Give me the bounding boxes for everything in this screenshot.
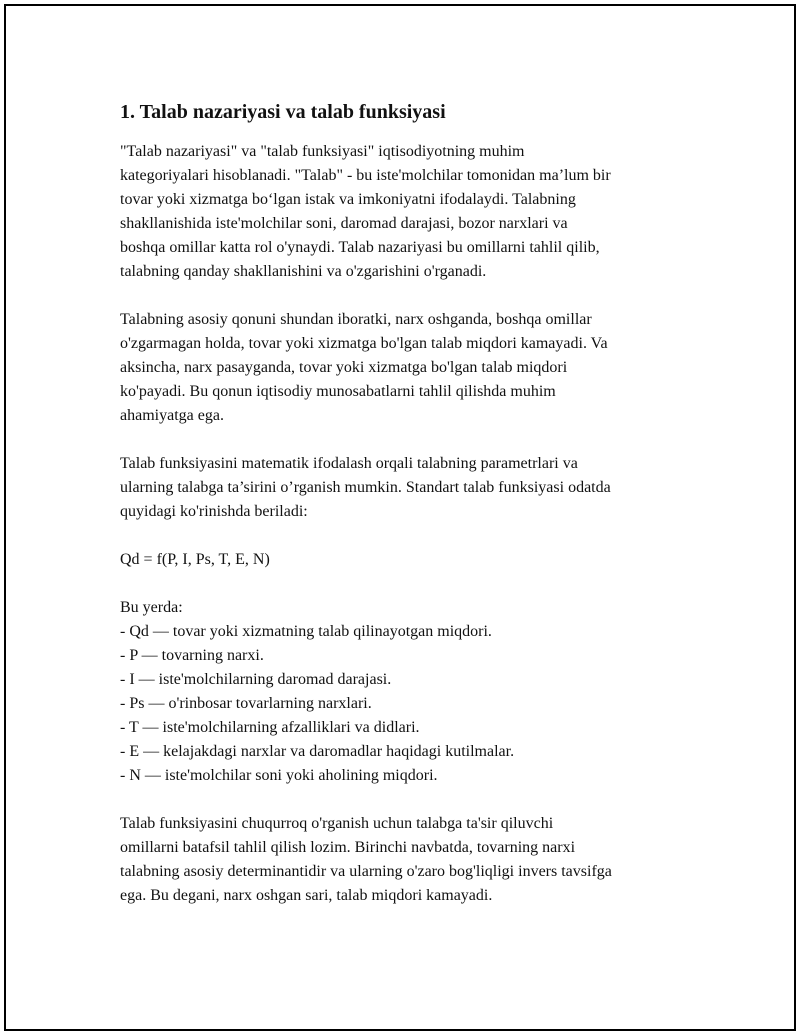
text-line: ko'payadi. Bu qonun iqtisodiy munosabatlarni tahlil qilishda muhim — [120, 383, 556, 400]
definition-item: - E — kelajakdagi narxlar va daromadlar haqidagi kutilmalar. — [120, 743, 515, 760]
text-line: o'zgarmagan holda, tovar yoki xizmatga bo'lgan talab miqdori kamayadi. Va — [120, 335, 608, 352]
text-line: talabning asosiy determinantidir va ularning o'zaro bog'liqligi invers tavsifga — [120, 863, 612, 880]
text-line: ahamiyatga ega. — [120, 407, 224, 424]
definition-intro: Bu yerda: — [120, 599, 183, 616]
text-line: quyidagi ko'rinishda beriladi: — [120, 503, 308, 520]
text-line: shakllanishida iste'molchilar soni, daromad darajasi, bozor narxlari va — [120, 215, 568, 232]
text-line: Talabning asosiy qonuni shundan iboratki, narx oshganda, boshqa omillar — [120, 311, 592, 328]
text-line: aksincha, narx pasayganda, tovar yoki xizmatga bo'lgan talab miqdori — [120, 359, 568, 376]
page-frame — [4, 4, 796, 1031]
definition-item: - I — iste'molchilarning daromad darajasi. — [120, 671, 392, 688]
definition-item: - P — tovarning narxi. — [120, 647, 264, 664]
text-line: Talab funksiyasini chuqurroq o'rganish uchun talabga ta'sir qiluvchi — [120, 815, 554, 832]
paragraph-demand-function — [120, 452, 700, 524]
definition-item: - Qd — tovar yoki xizmatning talab qilinayotgan miqdori. — [120, 623, 492, 640]
text-line: talabning qanday shakllanishini va o'zgarishini o'rganadi. — [120, 263, 487, 280]
text-line: Talab funksiyasini matematik ifodalash orqali talabning parametrlari va — [120, 455, 578, 472]
formula: Qd = f(P, I, Ps, T, E, N) — [120, 551, 270, 568]
paragraph-closing — [120, 812, 700, 908]
paragraph-law-of-demand — [120, 308, 700, 428]
definition-item: - T — iste'molchilarning afzalliklari va didlari. — [120, 719, 420, 736]
text-line: kategoriyalari hisoblanadi. "Talab" - bu iste'molchilar tomonidan ma’lum bir — [120, 167, 611, 184]
text-line: tovar yoki xizmatga bo‘lgan istak va imkoniyatni ifodalaydi. Talabning — [120, 191, 576, 208]
document-body — [120, 100, 700, 932]
definition-item: - Ps — o'rinbosar tovarlarning narxlari. — [120, 695, 372, 712]
paragraph-intro — [120, 140, 700, 284]
text-line: omillarni batafsil tahlil qilish lozim. Birinchi navbatda, tovarning narxi — [120, 839, 576, 856]
section-heading: 1. Talab nazariyasi va talab funksiyasi — [120, 101, 446, 123]
text-line: ularning talabga ta’sirini o’rganish mumkin. Standart talab funksiyasi odatda — [120, 479, 611, 496]
definition-item: - N — iste'molchilar soni yoki aholining miqdori. — [120, 767, 438, 784]
text-line: ega. Bu degani, narx oshgan sari, talab miqdori kamayadi. — [120, 887, 493, 904]
text-line: "Talab nazariyasi" va "talab funksiyasi" iqtisodiyotning muhim — [120, 143, 525, 160]
definition-list — [120, 596, 700, 788]
text-line: boshqa omillar katta rol o'ynaydi. Talab nazariyasi bu omillarni tahlil qilib, — [120, 239, 600, 256]
